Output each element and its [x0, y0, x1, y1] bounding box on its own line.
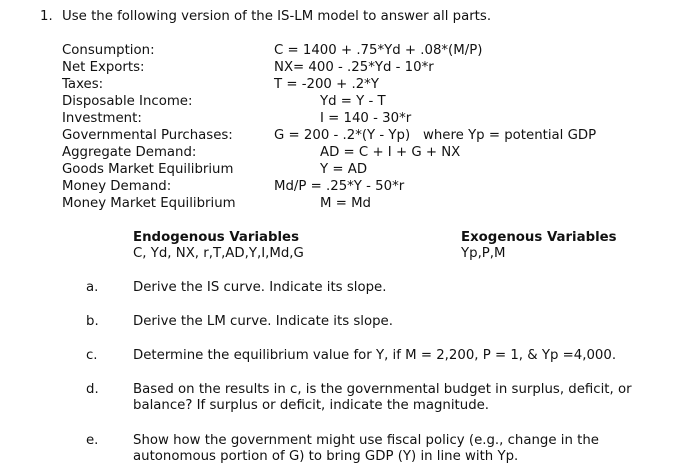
- part-b-letter: b.: [86, 314, 99, 329]
- question-prompt: Use the following version of the IS-LM model to answer all parts.: [62, 9, 492, 24]
- question-number: 1.: [40, 9, 53, 24]
- part-a-text: Derive the IS curve. Indicate its slope.: [133, 280, 387, 295]
- part-d-text-line-2: balance? If surplus or deficit, indicate the magnitude.: [133, 398, 490, 413]
- part-b-text: Derive the LM curve. Indicate its slope.: [133, 314, 393, 329]
- label-consumption: Consumption:: [62, 43, 155, 58]
- part-a-letter: a.: [86, 280, 99, 295]
- label-government-purchases: Governmental Purchases:: [62, 128, 233, 143]
- label-taxes: Taxes:: [62, 77, 104, 92]
- equation-disposable-income: Yd = Y - T: [320, 94, 386, 109]
- part-c-text: Determine the equilibrium value for Y, if M = 2,200, P = 1, & Yp =4,000.: [133, 348, 617, 363]
- equation-government-purchases: G = 200 - .2*(Y - Yp): [274, 128, 411, 143]
- label-net-exports: Net Exports:: [62, 60, 145, 75]
- part-e-text-line-1: Show how the government might use fiscal policy (e.g., change in the: [133, 433, 599, 448]
- equation-taxes: T = -200 + .2*Y: [274, 77, 379, 92]
- part-d-letter: d.: [86, 382, 99, 397]
- exogenous-heading: Exogenous Variables: [461, 230, 617, 245]
- label-goods-market-equilibrium: Goods Market Equilibrium: [62, 162, 234, 177]
- equation-money-market-equilibrium: M = Md: [320, 196, 371, 211]
- endogenous-list: C, Yd, NX, r,T,AD,Y,I,Md,G: [133, 246, 304, 261]
- label-money-market-equilibrium: Money Market Equilibrium: [62, 196, 236, 211]
- equation-goods-market-equilibrium: Y = AD: [320, 162, 368, 177]
- part-c-letter: c.: [86, 348, 98, 363]
- label-aggregate-demand: Aggregate Demand:: [62, 145, 197, 160]
- part-d-text-line-1: Based on the results in c, is the governmental budget in surplus, deficit, or: [133, 382, 632, 397]
- endogenous-heading: Endogenous Variables: [133, 230, 299, 245]
- part-e-text-line-2: autonomous portion of G) to bring GDP (Y) in line with Yp.: [133, 449, 519, 464]
- label-money-demand: Money Demand:: [62, 179, 172, 194]
- equation-net-exports: NX= 400 - .25*Yd - 10*r: [274, 60, 434, 75]
- equation-money-demand: Md/P = .25*Y - 50*r: [274, 179, 405, 194]
- exogenous-list: Yp,P,M: [461, 246, 506, 261]
- equation-aggregate-demand: AD = C + I + G + NX: [320, 145, 461, 160]
- part-e-letter: e.: [86, 433, 99, 448]
- equation-government-purchases-note: where Yp = potential GDP: [423, 128, 597, 143]
- label-investment: Investment:: [62, 111, 142, 126]
- equation-investment: I = 140 - 30*r: [320, 111, 412, 126]
- equation-consumption: C = 1400 + .75*Yd + .08*(M/P): [274, 43, 483, 58]
- label-disposable-income: Disposable Income:: [62, 94, 193, 109]
